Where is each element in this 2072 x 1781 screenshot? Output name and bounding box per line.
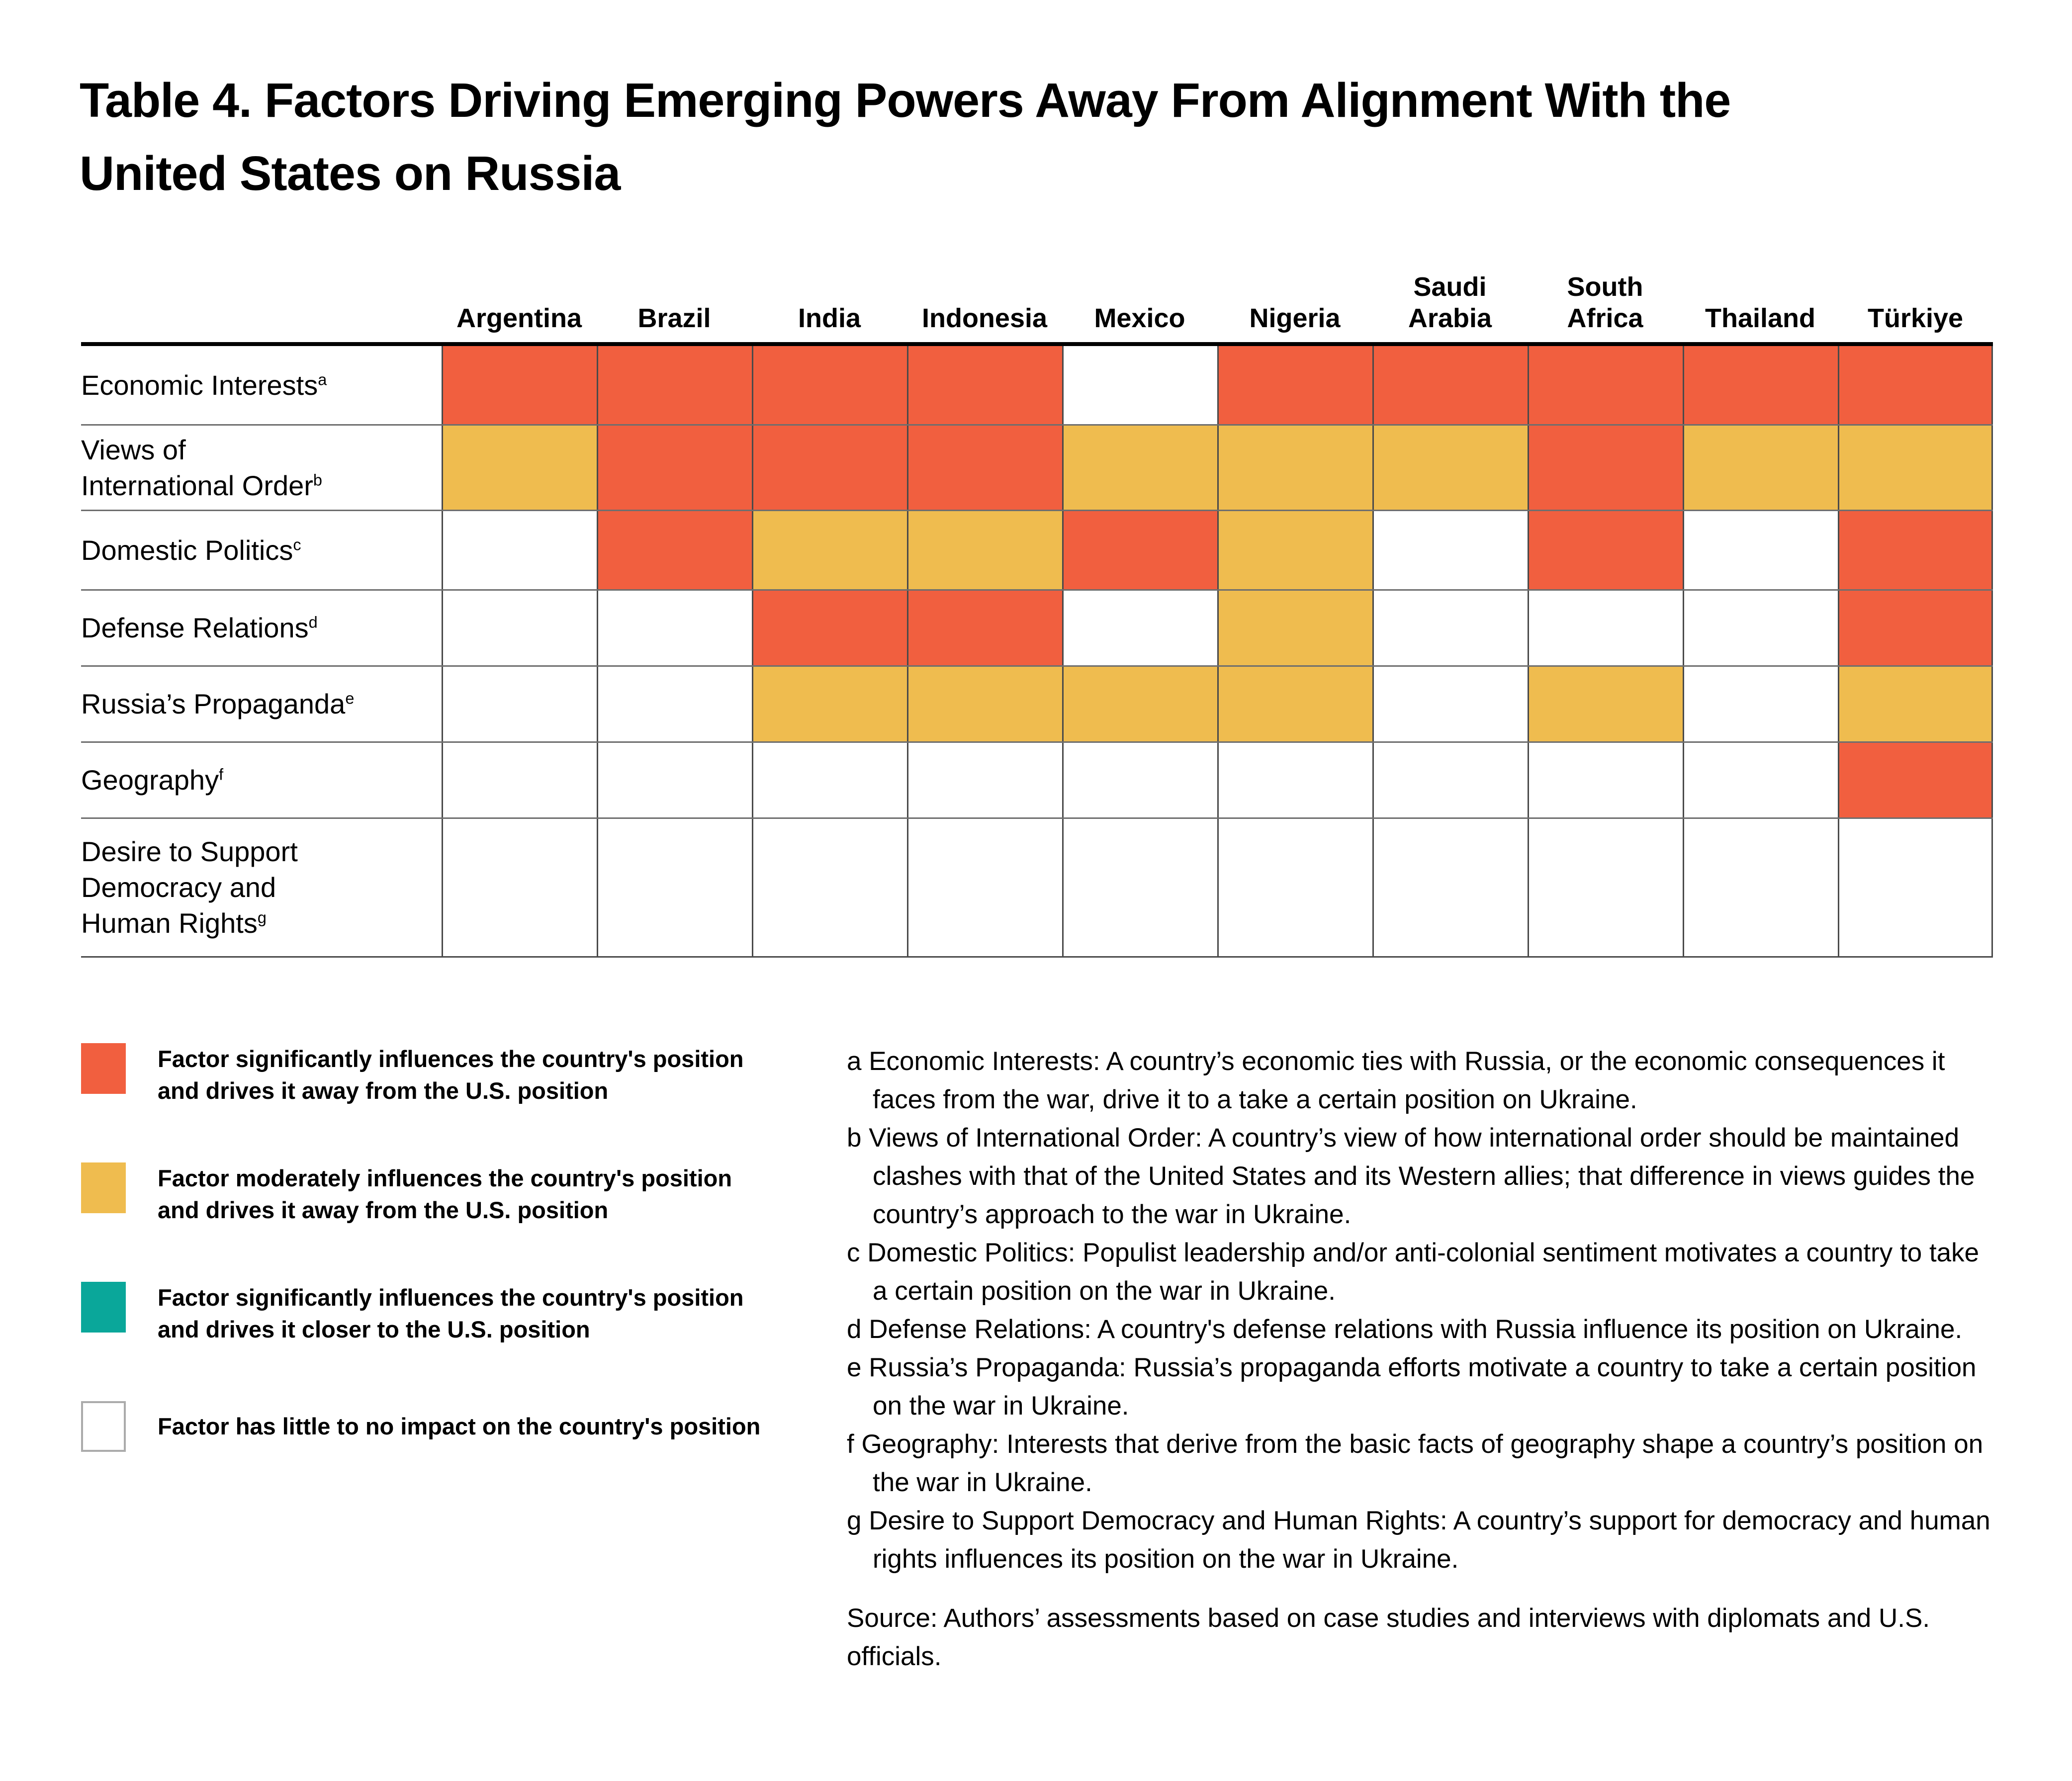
table-cell xyxy=(597,591,752,665)
table-cell xyxy=(1838,346,1993,424)
table-cell xyxy=(1683,743,1838,817)
footnote-b: b Views of International Order: A country’s view of how international order should be maintained clashes with that of the United States and its Western allies; that difference in views guides the country’s approach to the war in Ukraine. xyxy=(847,1123,1975,1229)
table-cell xyxy=(1062,511,1217,589)
table-cell xyxy=(752,743,907,817)
legend-label-line: and drives it away from the U.S. position xyxy=(158,1077,609,1104)
column-header-south-africa: South Africa xyxy=(1567,272,1643,333)
legend-swatch xyxy=(81,1282,126,1333)
table-cell xyxy=(907,667,1062,741)
table-cell xyxy=(1372,819,1528,956)
row-label-line: Domestic Politics$^c$ xyxy=(81,534,301,566)
table-cell xyxy=(1683,819,1838,956)
table-cell xyxy=(1528,743,1683,817)
table-cell xyxy=(1528,591,1683,665)
table-cell xyxy=(597,667,752,741)
page-title xyxy=(80,64,1989,210)
table-cell xyxy=(442,591,597,665)
column-header-thailand: Thailand xyxy=(1705,303,1815,333)
row-label xyxy=(81,819,442,956)
factors-table xyxy=(81,244,1993,958)
table-cell xyxy=(907,511,1062,589)
footnote-f: f Geography: Interests that derive from the basic facts of geography shape a country’s position on the war in Ukraine. xyxy=(847,1429,1983,1497)
footnote-a: a Economic Interests: A country’s economic ties with Russia, or the economic consequences it faces from the war, drive it to a take a certain position on Ukraine. xyxy=(847,1047,1945,1114)
table-row xyxy=(81,667,1993,743)
legend-label-line: Factor has little to no impact on the country's position xyxy=(158,1413,761,1439)
table-cell xyxy=(1528,426,1683,510)
table-cell xyxy=(442,819,597,956)
legend-swatch xyxy=(81,1401,126,1452)
table-row xyxy=(81,426,1993,511)
legend-swatch xyxy=(81,1162,126,1213)
column-header-india: India xyxy=(798,303,861,333)
table-cell xyxy=(1528,819,1683,956)
table-cell xyxy=(1838,743,1993,817)
table-cell xyxy=(1062,819,1217,956)
table-cell xyxy=(1372,591,1528,665)
legend xyxy=(81,1043,827,1508)
table-cell xyxy=(1372,426,1528,510)
table-row xyxy=(81,511,1993,591)
legend-label xyxy=(158,1282,744,1345)
table-cell xyxy=(1062,667,1217,741)
table-cell xyxy=(1062,743,1217,817)
legend-label-line: and drives it away from the U.S. position xyxy=(158,1197,609,1223)
row-label xyxy=(81,591,442,665)
table-cell xyxy=(1683,591,1838,665)
table-cell xyxy=(1217,743,1372,817)
legend-item xyxy=(81,1401,827,1452)
row-label-line: Views of xyxy=(81,434,186,465)
table-cell xyxy=(1217,667,1372,741)
source-note: Source: Authors’ assessments based on case studies and interviews with diplomats and U.S. officials. xyxy=(847,1603,1930,1671)
table-cell xyxy=(1372,743,1528,817)
table-cell xyxy=(1528,511,1683,589)
table-cell xyxy=(752,426,907,510)
table-cell xyxy=(907,346,1062,424)
table-cell xyxy=(752,591,907,665)
table-cell xyxy=(1372,346,1528,424)
footnote-c: c Domestic Politics: Populist leadership and/or anti-colonial sentiment motivates a country to take a certain position on the war in Ukraine. xyxy=(847,1238,1980,1306)
table-cell xyxy=(1062,346,1217,424)
table-header-row xyxy=(81,244,1993,346)
row-label-line: Russia’s Propaganda$^e$ xyxy=(81,688,355,719)
legend-label-line: Factor significantly influences the country's position xyxy=(158,1284,744,1311)
footnote-marker: a xyxy=(318,370,327,388)
table-cell xyxy=(1062,426,1217,510)
table-cell xyxy=(597,743,752,817)
table-cell xyxy=(442,511,597,589)
table-cell xyxy=(1838,426,1993,510)
table-cell xyxy=(442,426,597,510)
table-cell xyxy=(907,426,1062,510)
footnote-g: g Desire to Support Democracy and Human Rights: A country’s support for democracy and human rights influences its position on the war in Ukraine. xyxy=(847,1506,1990,1574)
table-cell xyxy=(442,346,597,424)
table-cell xyxy=(907,591,1062,665)
column-header-t-rkiye: Türkiye xyxy=(1867,303,1964,333)
table-cell xyxy=(1838,819,1993,956)
legend-item xyxy=(81,1282,827,1345)
column-header-indonesia: Indonesia xyxy=(921,303,1048,333)
table-cell xyxy=(1838,667,1993,741)
table-cell xyxy=(1683,426,1838,510)
footnote-marker: g xyxy=(257,908,267,927)
table-cell xyxy=(1062,591,1217,665)
row-label-line: Geography$^f$ xyxy=(81,764,224,796)
legend-label xyxy=(158,1162,732,1226)
column-header-nigeria: Nigeria xyxy=(1249,303,1341,333)
table-cell xyxy=(1528,346,1683,424)
table-cell xyxy=(597,426,752,510)
footnote-e: e Russia’s Propaganda: Russia’s propaganda efforts motivate a country to take a certain position on the war in Ukraine. xyxy=(847,1353,1977,1421)
table-cell xyxy=(597,511,752,589)
table-cell xyxy=(597,346,752,424)
table-body xyxy=(81,346,1993,958)
table-cell xyxy=(1683,511,1838,589)
column-header-mexico: Mexico xyxy=(1094,303,1185,333)
table-cell xyxy=(1217,426,1372,510)
footnote-marker: e xyxy=(345,689,355,708)
table-cell xyxy=(1838,511,1993,589)
footnote-marker: c xyxy=(293,535,301,553)
footnote-d: d Defense Relations: A country's defense relations with Russia influence its position on Ukraine. xyxy=(847,1315,1963,1344)
table-cell xyxy=(1372,511,1528,589)
table-cell xyxy=(597,819,752,956)
table-cell xyxy=(1838,591,1993,665)
table-cell xyxy=(752,511,907,589)
table-cell xyxy=(1683,346,1838,424)
table-cell xyxy=(1217,819,1372,956)
table-row xyxy=(81,346,1993,426)
legend-item xyxy=(81,1162,827,1226)
legend-label-line: Factor significantly influences the country's position xyxy=(158,1046,744,1072)
row-label-line: Human Rights$^g$ xyxy=(81,907,267,939)
row-label-line: Defense Relations$^d$ xyxy=(81,612,318,643)
table-row xyxy=(81,743,1993,819)
row-label-line: Democracy and xyxy=(81,872,276,903)
table-cell xyxy=(1217,591,1372,665)
table-cell xyxy=(1217,511,1372,589)
legend-label xyxy=(158,1411,760,1442)
row-label xyxy=(81,667,442,741)
table-cell xyxy=(1528,667,1683,741)
row-label xyxy=(81,511,442,589)
table-row xyxy=(81,591,1993,667)
legend-label-line: Factor moderately influences the country's position xyxy=(158,1165,732,1191)
table-cell xyxy=(752,346,907,424)
table-cell xyxy=(907,819,1062,956)
table-cell xyxy=(442,667,597,741)
row-label xyxy=(81,426,442,510)
legend-swatch xyxy=(81,1043,126,1094)
table-row xyxy=(81,819,1993,956)
table-cell xyxy=(1217,346,1372,424)
footnotes xyxy=(847,1042,1995,1676)
footnote-marker: d xyxy=(308,613,318,631)
row-label xyxy=(81,346,442,424)
column-header-saudi-arabia: Saudi Arabia xyxy=(1408,272,1492,333)
legend-item xyxy=(81,1043,827,1107)
footnote-marker: b xyxy=(313,470,322,489)
legend-label xyxy=(158,1043,744,1107)
table-cell xyxy=(752,819,907,956)
table-cell xyxy=(1372,667,1528,741)
table-cell xyxy=(752,667,907,741)
page-title-line-2: United States on Russia xyxy=(80,146,621,200)
row-label xyxy=(81,743,442,817)
page-title-line-1: Table 4. Factors Driving Emerging Powers Away From Alignment With the xyxy=(80,73,1731,127)
table-cell xyxy=(907,743,1062,817)
row-label-line: Economic Interests$^a$ xyxy=(81,369,327,401)
column-header-brazil: Brazil xyxy=(637,303,711,333)
row-label-line: Desire to Support xyxy=(81,836,298,867)
table-cell xyxy=(442,743,597,817)
footnote-marker: f xyxy=(219,765,224,784)
legend-label-line: and drives it closer to the U.S. position xyxy=(158,1316,590,1342)
column-header-argentina: Argentina xyxy=(456,303,582,333)
footnotes-list xyxy=(847,1042,1995,1578)
row-label-line: International Order$^b$ xyxy=(81,469,322,501)
table-cell xyxy=(1683,667,1838,741)
